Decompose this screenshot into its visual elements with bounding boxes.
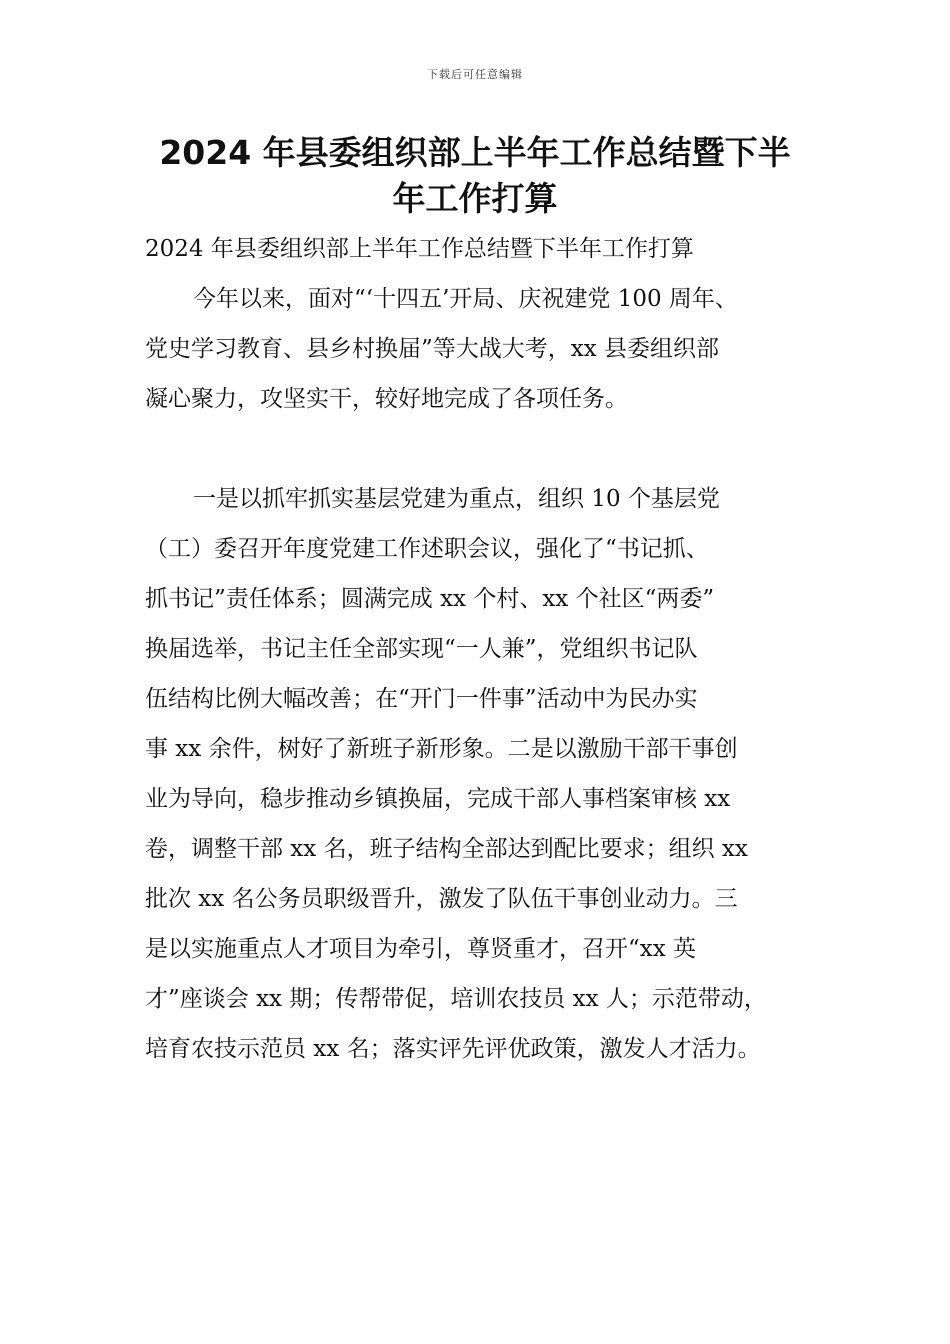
paragraph-line: 今年以来，面对“‘十四五’开局、庆祝建党 100 周年、 (193, 286, 738, 312)
paragraph-line: 卷，调整干部 xx 名，班子结构全部达到配比要求；组织 xx (145, 836, 748, 862)
document-subtitle: 2024 年县委组织部上半年工作总结暨下半年工作打算 (145, 236, 694, 262)
paragraph-intro (145, 274, 825, 424)
header-note: 下载后可任意编辑 (427, 68, 523, 81)
paragraph-work-summary (145, 474, 825, 1074)
paragraph-line: 抓书记”责任体系；圆满完成 xx 个村、xx 个社区“两委” (145, 586, 715, 612)
paragraph-line: （工）委召开年度党建工作述职会议，强化了“书记抓、 (145, 536, 709, 562)
paragraph-line: 换届选举，书记主任全部实现“一人兼”，党组织书记队 (145, 636, 698, 662)
paragraph-line: 培育农技示范员 xx 名；落实评先评优政策，激发人才活力。 (145, 1036, 761, 1062)
paragraph-line: 党史学习教育、县乡村换届”等大战大考，xx 县委组织部 (145, 336, 720, 362)
paragraph-line: 业为导向，稳步推动乡镇换届，完成干部人事档案审核 xx (145, 786, 731, 812)
paragraph-line: 是以实施重点人才项目为牵引，尊贤重才，召开“xx 英 (145, 936, 697, 962)
paragraph-line: 一是以抓牢抓实基层党建为重点，组织 10 个基层党 (193, 486, 720, 512)
paragraph-line: 才”座谈会 xx 期；传帮带促，培训农技员 xx 人；示范带动， (145, 986, 767, 1012)
paragraph-line: 批次 xx 名公务员职级晋升，激发了队伍干事创业动力。三 (145, 886, 738, 912)
paragraph-line: 伍结构比例大幅改善；在“开门一件事”活动中为民办实 (145, 686, 698, 712)
paragraph-line: 凝心聚力，攻坚实干，较好地完成了各项任务。 (145, 386, 628, 412)
title-line-2: 年工作打算 (392, 179, 558, 218)
title-line-1: 2024 年县委组织部上半年工作总结暨下半 (159, 133, 791, 172)
paragraph-line: 事 xx 余件，树好了新班子新形象。二是以激励干部干事创 (145, 736, 738, 762)
document-title (120, 130, 830, 222)
